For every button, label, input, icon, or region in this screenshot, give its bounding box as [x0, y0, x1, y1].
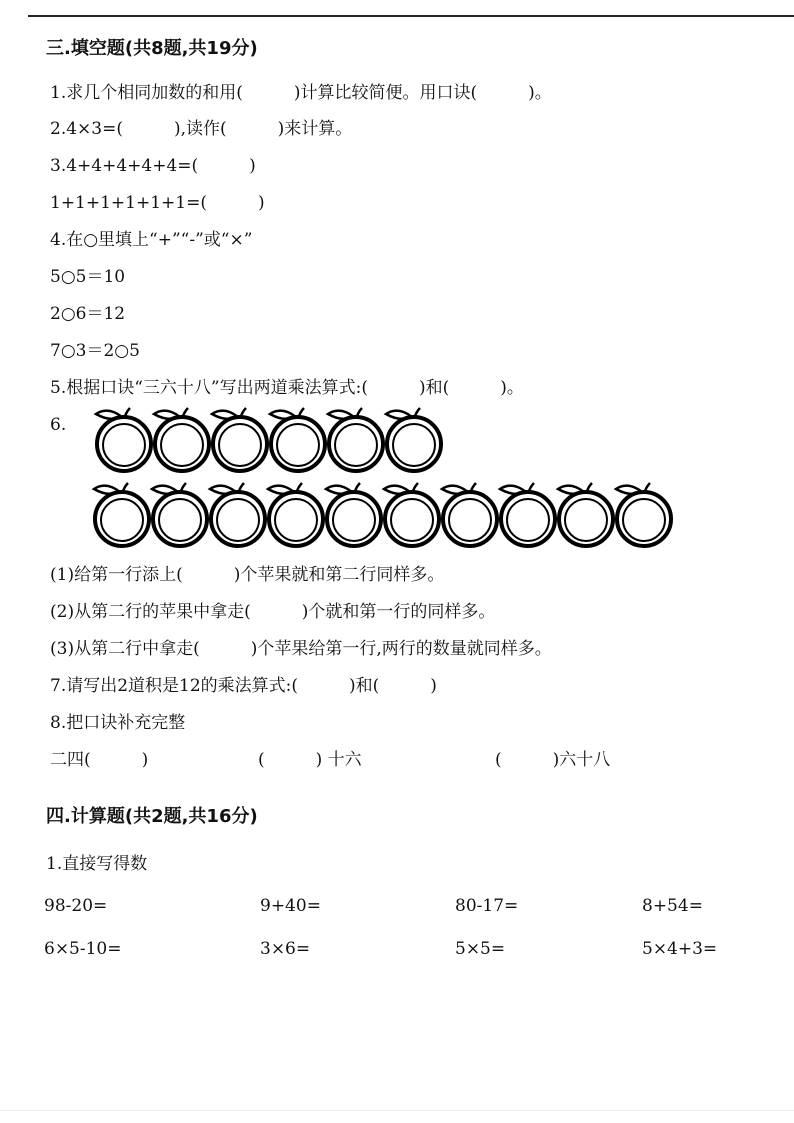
apple-icon — [270, 408, 325, 471]
apple-row-2 — [94, 483, 671, 546]
apple-icon — [384, 483, 439, 546]
question-6-3: (3)从第二行中拿走( )个苹果给第一行,两行的数量就同样多。 — [50, 639, 552, 659]
top-rule — [28, 15, 794, 17]
apple-icon — [616, 483, 671, 546]
question-2: 2.4×3=( ),读作( )来计算。 — [50, 119, 353, 139]
apple-icon — [558, 483, 613, 546]
question-4b: 2○6＝12 — [50, 304, 126, 324]
question-6-1: (1)给第一行添上( )个苹果就和第二行同样多。 — [50, 565, 445, 585]
apple-illustration — [80, 400, 700, 550]
apple-icon — [328, 408, 383, 471]
question-8c: ( )六十八 — [495, 750, 611, 770]
apple-icon — [96, 408, 151, 471]
question-6: 6. — [50, 415, 67, 435]
section-4-sub-1: 1.直接写得数 — [46, 854, 148, 874]
section-4-title: 四.计算题(共2题,共16分) — [46, 806, 258, 827]
question-8a: 二四( ) — [50, 750, 149, 770]
question-3b: 1+1+1+1+1+1=( ) — [50, 193, 265, 213]
apple-icon — [212, 408, 267, 471]
apple-icon — [94, 483, 149, 546]
bottom-rule — [0, 1110, 794, 1111]
calc-item: 9+40= — [260, 896, 321, 916]
question-1: 1.求几个相同加数的和用( )计算比较简便。用口诀( )。 — [50, 83, 552, 103]
apple-icon — [500, 483, 555, 546]
apple-icon — [442, 483, 497, 546]
question-8: 8.把口诀补充完整 — [50, 713, 186, 733]
calc-item: 98-20= — [44, 896, 108, 916]
calc-item: 80-17= — [455, 896, 519, 916]
question-7: 7.请写出2道积是12的乘法算式:( )和( ) — [50, 676, 437, 696]
apple-icon — [386, 408, 441, 471]
apple-icon — [268, 483, 323, 546]
calc-item: 8+54= — [642, 896, 703, 916]
section-3-title: 三.填空题(共8题,共19分) — [46, 38, 258, 59]
calc-item: 6×5-10= — [44, 939, 122, 959]
apple-icon — [152, 483, 207, 546]
question-6-2: (2)从第二行的苹果中拿走( )个就和第一行的同样多。 — [50, 602, 496, 622]
apple-icon — [210, 483, 265, 546]
calc-item: 3×6= — [260, 939, 311, 959]
question-4a: 5○5＝10 — [50, 267, 126, 287]
calc-item: 5×5= — [455, 939, 506, 959]
apple-row-1 — [96, 408, 441, 471]
question-4: 4.在○里填上“+”“-”或“×” — [50, 230, 253, 250]
question-8b: ( ) 十六 — [258, 750, 362, 770]
calc-item: 5×4+3= — [642, 939, 718, 959]
question-5: 5.根据口诀“三六十八”写出两道乘法算式:( )和( )。 — [50, 378, 524, 398]
apple-icon — [326, 483, 381, 546]
question-4c: 7○3＝2○5 — [50, 341, 140, 361]
question-3a: 3.4+4+4+4+4=( ) — [50, 156, 256, 176]
apple-icon — [154, 408, 209, 471]
